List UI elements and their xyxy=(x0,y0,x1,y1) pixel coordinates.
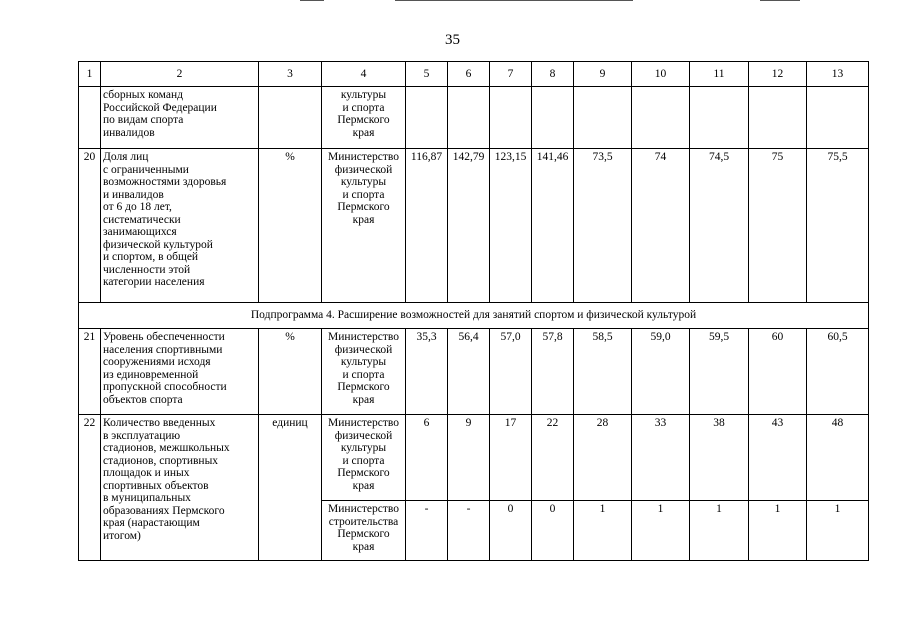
header-cell: 11 xyxy=(690,62,749,87)
value-cell xyxy=(406,87,448,149)
value-cell: 57,8 xyxy=(532,329,574,415)
value-cell: 58,5 xyxy=(574,329,632,415)
executor-cell: Министерство строительства Пермского края xyxy=(322,501,406,561)
value-cell: 141,46 xyxy=(532,149,574,303)
subprogram-title: Подпрограмма 4. Расширение возможностей для занятий спортом и физической культурой xyxy=(79,303,869,329)
value-cell: 75,5 xyxy=(807,149,869,303)
indicator-cell: Количество введенных в эксплуатацию стадионов, межшкольных стадионов, спортивных площадок и иных спортивных объектов в муниципальных образованиях Пермского края (нарастающим итогом) xyxy=(101,415,259,561)
header-row xyxy=(79,62,869,87)
header-cell: 6 xyxy=(448,62,490,87)
header-cell: 8 xyxy=(532,62,574,87)
value-cell: 48 xyxy=(807,415,869,501)
value-cell: 1 xyxy=(690,501,749,561)
executor-cell: Министерство физической культуры и спорта Пермского края xyxy=(322,415,406,501)
subprogram-row xyxy=(79,303,869,329)
row-number-cell: 21 xyxy=(79,329,101,415)
header-cell: 13 xyxy=(807,62,869,87)
header-cell: 1 xyxy=(79,62,101,87)
value-cell: 56,4 xyxy=(448,329,490,415)
unit-cell xyxy=(259,87,322,149)
value-cell: 35,3 xyxy=(406,329,448,415)
value-cell: 73,5 xyxy=(574,149,632,303)
value-cell: 1 xyxy=(574,501,632,561)
value-cell: 142,79 xyxy=(448,149,490,303)
unit-cell: % xyxy=(259,149,322,303)
row-number-cell: 22 xyxy=(79,415,101,561)
value-cell: 38 xyxy=(690,415,749,501)
value-cell xyxy=(807,87,869,149)
value-cell: 60 xyxy=(749,329,807,415)
page-number: 35 xyxy=(445,32,460,48)
table-row-21 xyxy=(79,329,869,415)
value-cell: 43 xyxy=(749,415,807,501)
value-cell: 0 xyxy=(532,501,574,561)
value-cell xyxy=(749,87,807,149)
scan-line-right xyxy=(760,0,800,1)
header-cell: 2 xyxy=(101,62,259,87)
value-cell xyxy=(574,87,632,149)
value-cell: 6 xyxy=(406,415,448,501)
value-cell: 9 xyxy=(448,415,490,501)
value-cell: 33 xyxy=(632,415,690,501)
value-cell xyxy=(532,87,574,149)
header-cell: 12 xyxy=(749,62,807,87)
scan-line-left xyxy=(300,0,324,1)
value-cell: 60,5 xyxy=(807,329,869,415)
value-cell: 123,15 xyxy=(490,149,532,303)
table-row-20 xyxy=(79,149,869,303)
indicator-cell: сборных команд Российской Федерации по видам спорта инвалидов xyxy=(101,87,259,149)
value-cell: 1 xyxy=(749,501,807,561)
header-cell: 5 xyxy=(406,62,448,87)
value-cell: 75 xyxy=(749,149,807,303)
value-cell xyxy=(490,87,532,149)
scan-line-center xyxy=(395,0,633,1)
unit-cell: % xyxy=(259,329,322,415)
indicator-cell: Доля лиц с ограниченными возможностями здоровья и инвалидов от 6 до 18 лет, систематически занимающихся физической культурой и спортом, в общей численности этой категории населения xyxy=(101,149,259,303)
value-cell: 57,0 xyxy=(490,329,532,415)
value-cell: 0 xyxy=(490,501,532,561)
header-cell: 10 xyxy=(632,62,690,87)
value-cell: 116,87 xyxy=(406,149,448,303)
executor-cell: культуры и спорта Пермского края xyxy=(322,87,406,149)
value-cell: 17 xyxy=(490,415,532,501)
value-cell: 28 xyxy=(574,415,632,501)
indicators-table xyxy=(78,61,869,561)
row-number-cell: 20 xyxy=(79,149,101,303)
header-cell: 4 xyxy=(322,62,406,87)
value-cell xyxy=(632,87,690,149)
header-cell: 3 xyxy=(259,62,322,87)
value-cell: - xyxy=(448,501,490,561)
value-cell xyxy=(690,87,749,149)
header-cell: 9 xyxy=(574,62,632,87)
value-cell: 74,5 xyxy=(690,149,749,303)
table-row-22a xyxy=(79,415,869,501)
row-number-cell xyxy=(79,87,101,149)
value-cell: 59,0 xyxy=(632,329,690,415)
value-cell xyxy=(448,87,490,149)
table-row-continuation xyxy=(79,87,869,149)
value-cell: 74 xyxy=(632,149,690,303)
executor-cell: Министерство физической культуры и спорта Пермского края xyxy=(322,149,406,303)
executor-cell: Министерство физической культуры и спорта Пермского края xyxy=(322,329,406,415)
value-cell: 22 xyxy=(532,415,574,501)
unit-cell: единиц xyxy=(259,415,322,561)
value-cell: 1 xyxy=(807,501,869,561)
value-cell: 59,5 xyxy=(690,329,749,415)
header-cell: 7 xyxy=(490,62,532,87)
value-cell: 1 xyxy=(632,501,690,561)
value-cell: - xyxy=(406,501,448,561)
indicator-cell: Уровень обеспеченности населения спортивными сооружениями исходя из единовременной пропускной способности объектов спорта xyxy=(101,329,259,415)
